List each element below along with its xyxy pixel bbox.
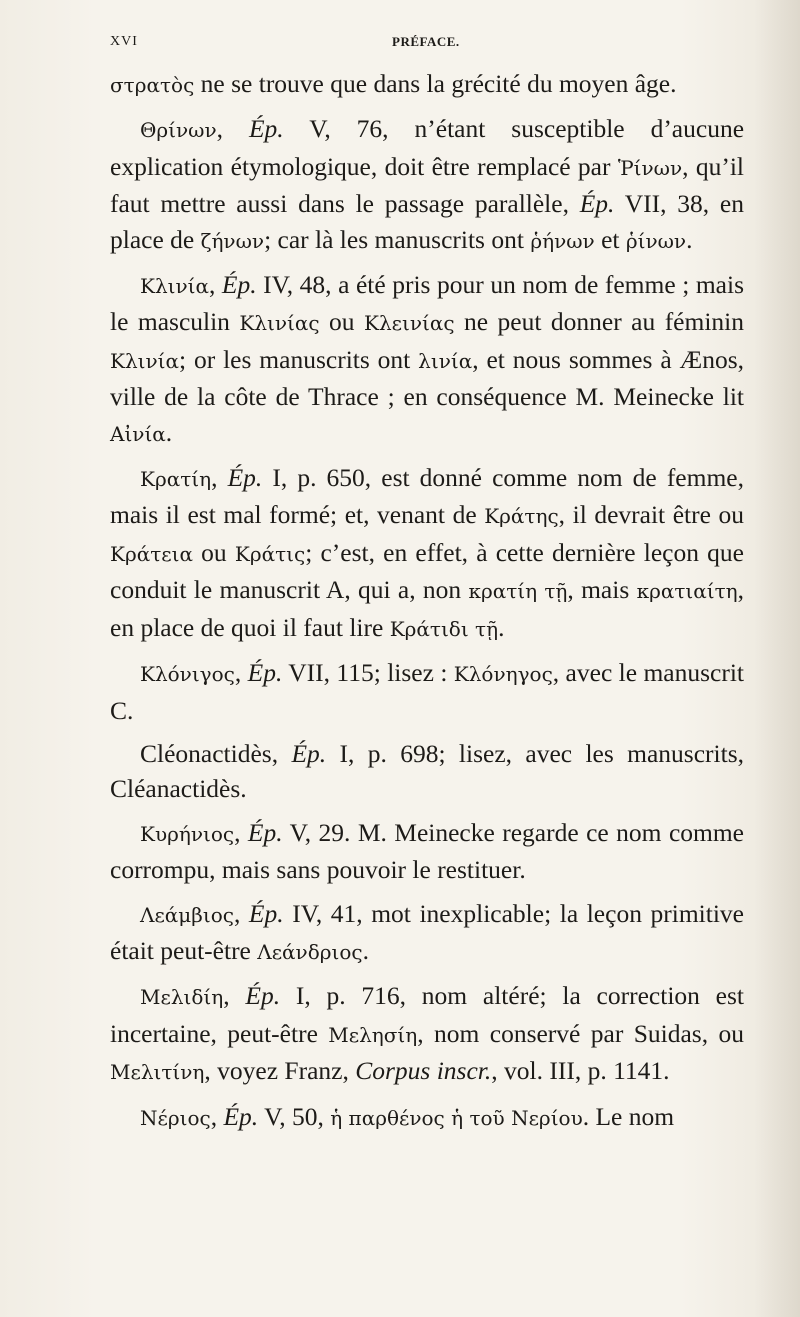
greek-term: Λεάνδριος	[257, 939, 363, 964]
text-run: I, p. 650, est donné comme nom de femme, mais il est mal formé; et, venant de	[110, 463, 744, 530]
text-run: .	[165, 417, 173, 447]
greek-term: Λεάμβιος	[140, 902, 234, 927]
text-run: ,	[210, 1101, 224, 1131]
paragraph	[110, 815, 744, 888]
text-run: IV, 41, mot inexplicable; la leçon primitive était peut-être	[110, 898, 745, 965]
italic-reference: Ép.	[223, 1101, 259, 1131]
text-run: , voyez Franz,	[204, 1056, 356, 1086]
greek-term: ῥίνων	[625, 228, 687, 253]
text-run: V, 76, n’étant susceptible d’aucune explication étymologique, doit être remplacé par	[110, 114, 745, 181]
text-run: ,	[234, 658, 248, 688]
text-run: V, 50,	[258, 1101, 331, 1131]
greek-term: Θρίνων	[140, 118, 217, 143]
page-edge-shadow	[754, 0, 800, 1317]
text-run: , il devrait être ou	[558, 500, 744, 530]
italic-reference: Ép.	[291, 738, 327, 768]
italic-reference: Ép.	[221, 270, 257, 300]
greek-term: κρατιαίτη	[636, 579, 738, 604]
greek-term: Κλινία	[140, 274, 209, 299]
text-run: ,	[216, 114, 249, 144]
italic-reference: Corpus inscr.	[355, 1056, 492, 1086]
text-run: , qu’il faut mettre aussi dans le passage parallèle,	[110, 151, 744, 219]
text-run: ,	[211, 463, 228, 493]
greek-term: Μελιδίη	[140, 985, 224, 1010]
greek-term: λινία	[418, 348, 473, 373]
greek-term: Κλινία	[110, 348, 179, 373]
paragraph	[110, 655, 744, 728]
page-number: XVI	[110, 34, 138, 49]
greek-term: ζήνων	[200, 228, 265, 253]
text-run: I, p. 698; lisez, avec les manuscrits, Cléanactidès.	[110, 738, 744, 804]
text-run: , mais	[567, 575, 637, 605]
text-run: ou	[192, 537, 235, 567]
paragraph	[110, 66, 744, 103]
text-run: , en place de quoi il faut lire	[110, 575, 745, 642]
greek-term: Κράτεια	[110, 541, 193, 566]
greek-term: Κρατίη	[140, 467, 212, 492]
italic-reference: Ép.	[247, 817, 283, 847]
text-run: ne se trouve que dans la grécité du moyen âge.	[194, 69, 677, 98]
greek-term: στρατὸς	[110, 73, 195, 97]
text-run: Cléonactidès,	[140, 738, 292, 768]
text-run: VII, 38, en place de	[110, 189, 744, 254]
body-text	[110, 66, 744, 1144]
italic-reference: Ép.	[245, 981, 281, 1011]
paragraph	[110, 460, 744, 647]
paragraph	[110, 896, 744, 971]
text-run: IV, 48, a été pris pour un nom de femme ; mais le masculin	[110, 270, 744, 337]
greek-term: Κλεινίας	[364, 311, 455, 336]
italic-reference: Ép.	[248, 114, 284, 144]
greek-term: Νέριος	[140, 1105, 211, 1130]
text-run: . Le nom	[582, 1101, 675, 1131]
italic-reference: Ép.	[248, 898, 284, 928]
running-title: PRÉFACE.	[392, 34, 460, 49]
text-run: ; or les manuscrits ont	[178, 344, 419, 374]
greek-term: Μελιτίνη	[110, 1060, 205, 1085]
greek-term: Κλόνηγος	[453, 662, 553, 687]
italic-reference: Ép.	[579, 189, 615, 219]
greek-term: Μελησίη	[328, 1022, 418, 1047]
text-run: ,	[233, 898, 249, 928]
text-run: ; c’est, en effet, à cette dernière leçon que conduit le manuscrit A, qui a, non	[110, 537, 744, 605]
greek-term: Κράτις	[234, 541, 306, 566]
paragraph	[110, 978, 744, 1090]
greek-term: Κυρήνιος	[140, 821, 235, 846]
greek-term: Αἰνία	[110, 421, 166, 446]
greek-term: κρατίη τῇ	[468, 579, 568, 604]
greek-term: Κλινίας	[239, 311, 320, 336]
text-run: VII, 115; lisez :	[282, 658, 454, 688]
text-run: , nom conservé par Suidas, ou	[417, 1018, 744, 1048]
greek-term: ῥήνων	[530, 228, 595, 253]
text-run: et	[594, 224, 626, 254]
page-header	[110, 34, 740, 58]
paragraph	[110, 267, 744, 452]
paragraph	[110, 736, 744, 807]
greek-term: Ῥίνων	[617, 155, 683, 180]
paragraph	[110, 1099, 744, 1136]
text-run: ; car là les manuscrits ont	[264, 224, 531, 254]
text-run: ,	[234, 817, 248, 847]
italic-reference: Ép.	[227, 463, 263, 493]
text-run: .	[498, 612, 505, 642]
greek-term: Κράτιδι τῇ	[389, 616, 499, 641]
text-run: ne peut donner au féminin	[454, 307, 745, 337]
text-run: , et nous sommes à Ænos, ville de la côte de Thrace ; en conséquence M. Meinecke lit	[110, 344, 745, 412]
greek-term: ἡ παρθένος ἡ τοῦ Νερίου	[330, 1105, 583, 1130]
greek-term: Κράτης	[484, 504, 559, 529]
text-run: I, p. 716, nom altéré; la correction est incertaine, peut-être	[110, 981, 744, 1048]
paragraph	[110, 111, 744, 259]
text-run: .	[362, 935, 369, 965]
text-run: ,	[223, 981, 246, 1011]
text-run: .	[686, 224, 693, 254]
text-run: ou	[319, 307, 364, 337]
text-run: , vol. III, p. 1141.	[491, 1056, 670, 1086]
greek-term: Κλόνιγος	[140, 662, 235, 687]
text-run: , avec le manuscrit C.	[110, 658, 745, 725]
italic-reference: Ép.	[247, 658, 283, 688]
text-run: V, 29. M. Meinecke regarde ce nom comme corrompu, mais sans pouvoir le restituer.	[110, 817, 745, 885]
text-run: ,	[208, 270, 222, 300]
